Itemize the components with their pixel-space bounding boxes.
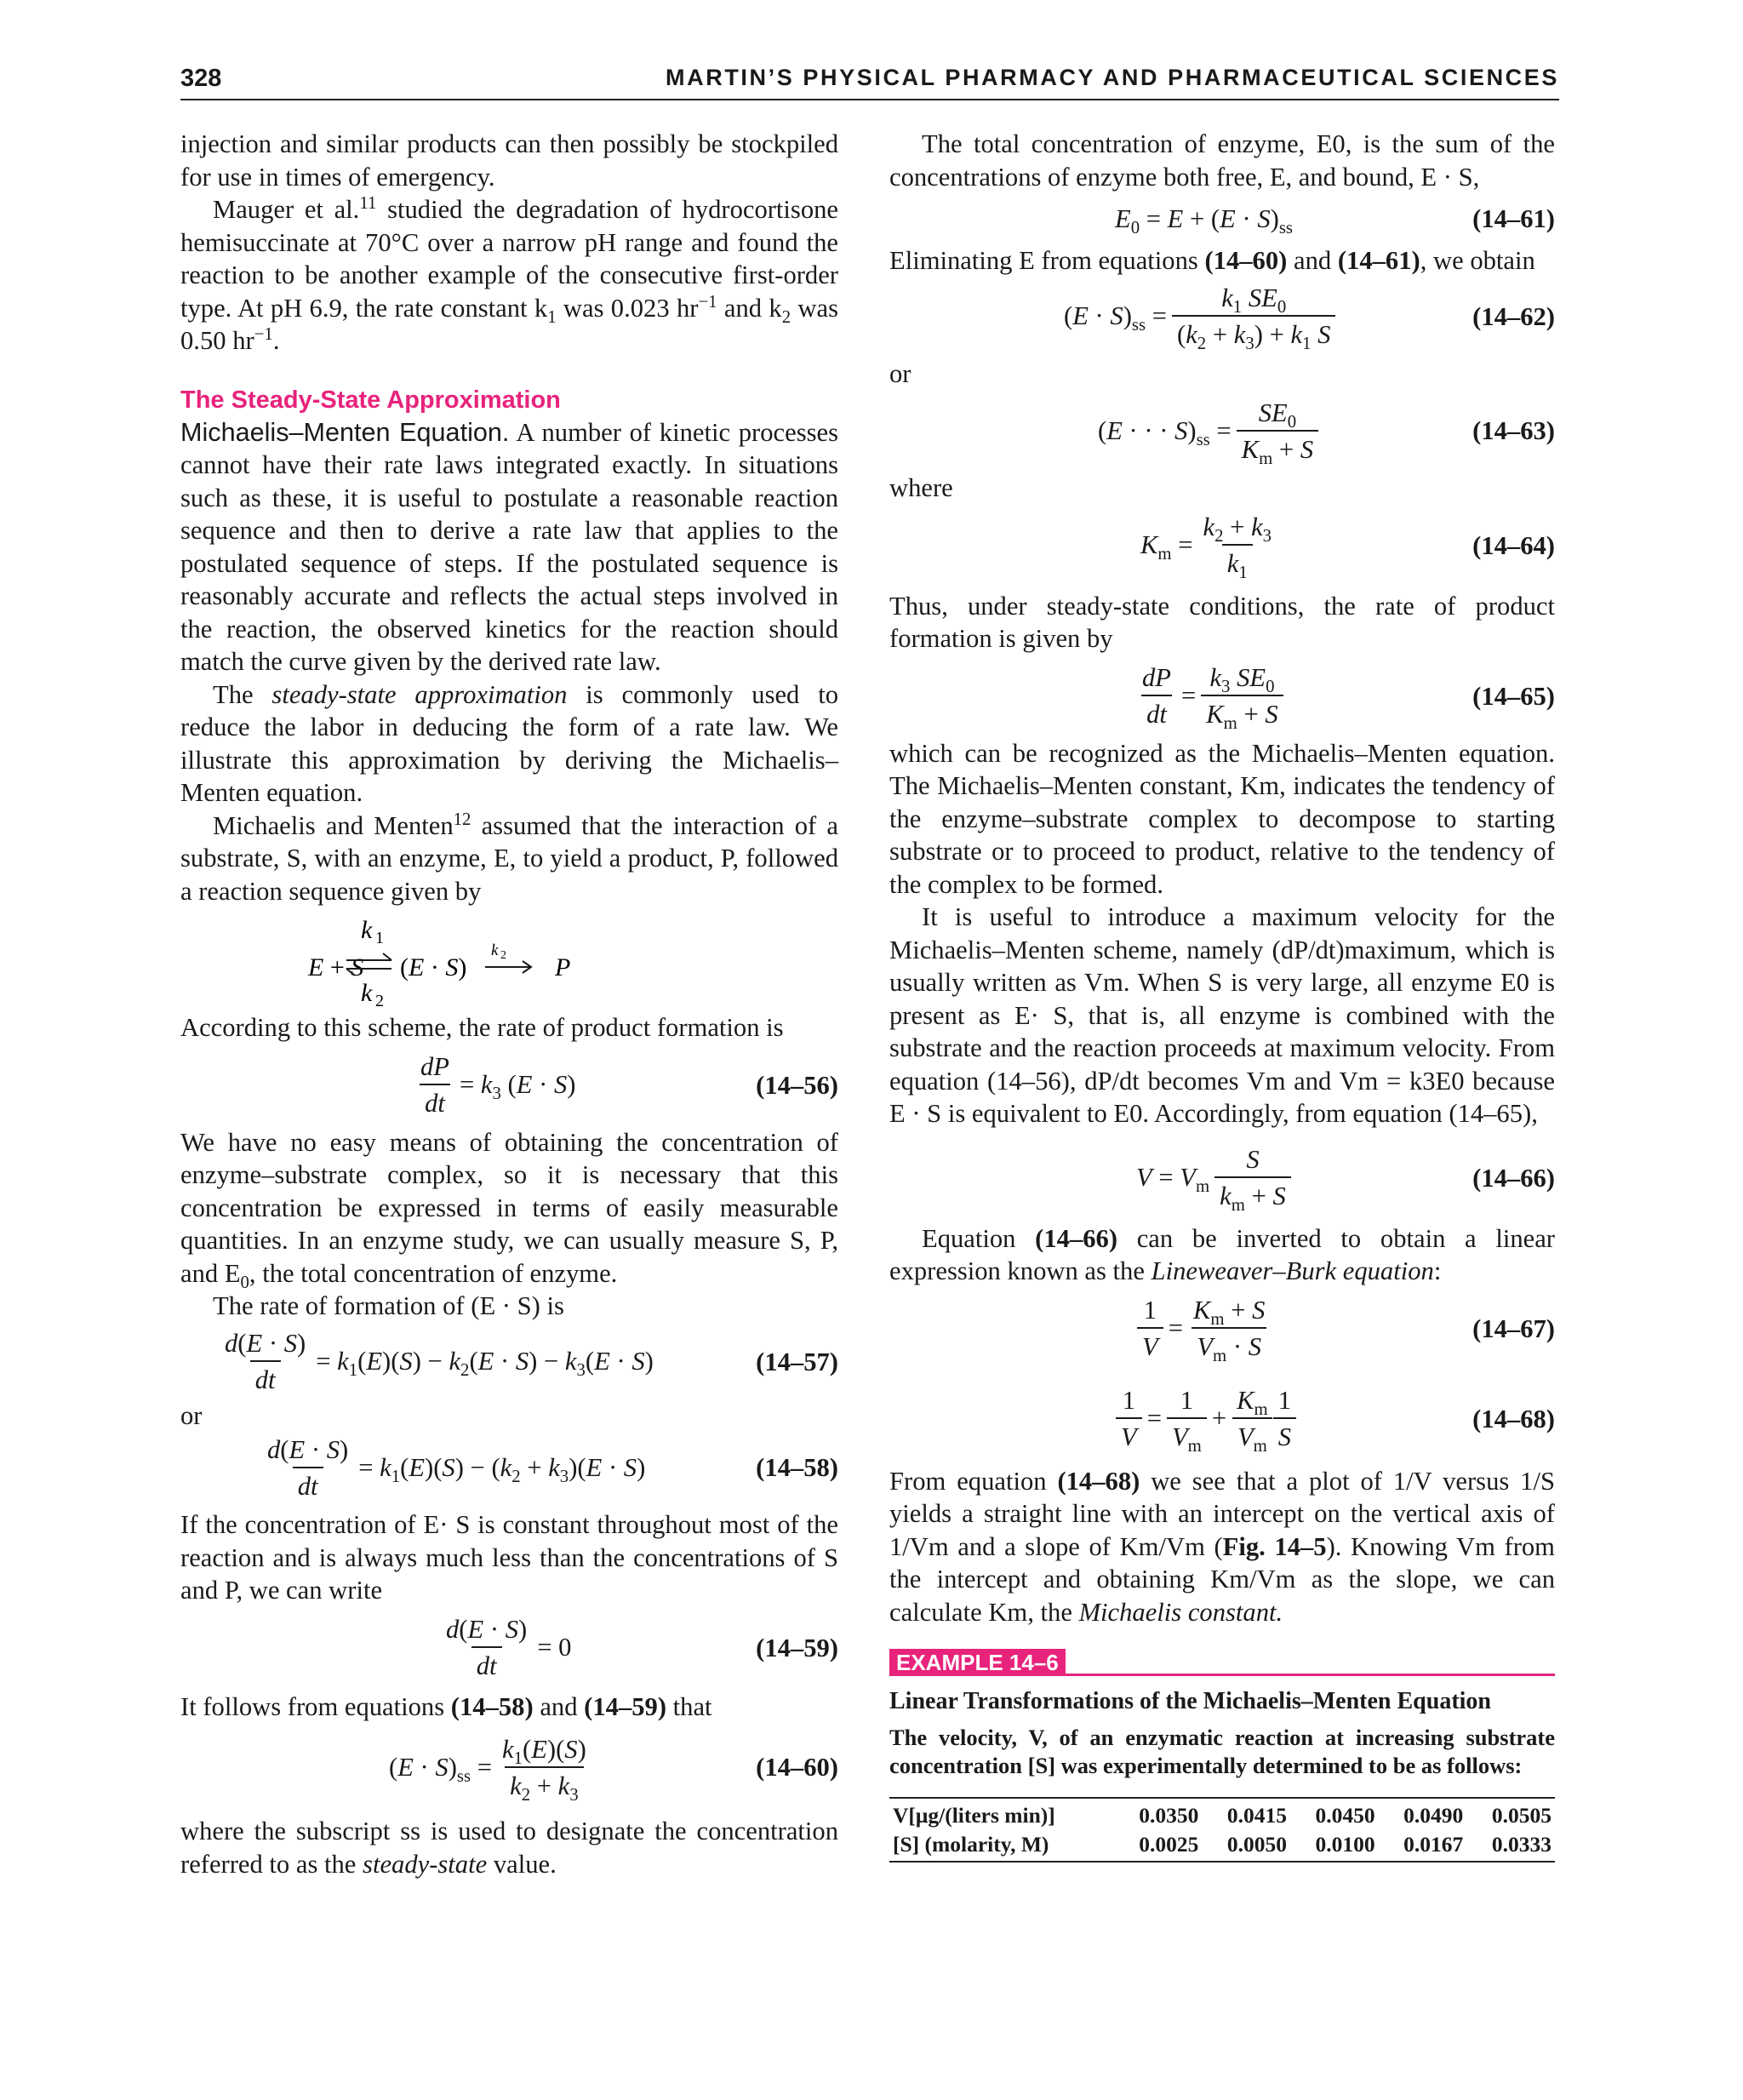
paragraph: injection and similar products can then possibly be stockpiled for use in times of emergency. [180, 129, 838, 192]
footnote-ref[interactable]: 12 [453, 809, 471, 829]
paragraph: where the subscript ss is used to designate the concentration referred to as the steady-state value. [180, 1817, 838, 1879]
or-text: or [889, 358, 912, 388]
equation-14-65: $\frac{dP}{dt}$ = $\frac{k_3 SE_0}{K_m + S}$ (14–65) [1142, 663, 1555, 734]
svg-text:1: 1 [375, 929, 384, 947]
paragraph: The rate of formation of (E · S) is [213, 1291, 564, 1320]
paragraph: We have no easy means of obtaining the concentration of enzyme–substrate complex, so it is necessary that this concentration be expressed in terms of easily measurable quantities. In an enzyme study, we can usually measure S, P, and $E_0$, the total concentration of enzyme. [180, 1127, 838, 1292]
equation-14-57: $\frac{d(E \cdot S)}{dt}$ = $k_1(E)(S) - k_2(E \cdot S) - k_3(E \cdot S)$ (14–57) [225, 1329, 838, 1394]
running-head: MARTIN’S PHYSICAL PHARMACY AND PHARMACEUTICAL SCIENCES [666, 65, 1559, 90]
paragraph: Michaelis–Menten Equation. A number of kinetic processes cannot have their rate laws integrated exactly. In situations such as these, it is useful to postulate a reasonable reaction sequence and then to derive a rate law that applies to the postulated sequence of steps. If the postulated sequence is reasonably accurate and reflects the actual steps involved in the reaction, the observed kinetics for the reaction should match the curve given by the derived rate law. [180, 417, 838, 676]
reaction-scheme [180, 911, 838, 1006]
table-cell: 0.0025 [1114, 1830, 1203, 1862]
subheading: Michaelis–Menten Equation. [180, 417, 510, 447]
equation-14-60: $(E \cdot S)_{ss}$ = $\frac{k_1(E)(S)}{k_2 + k_3}$ (14–60) [389, 1734, 838, 1805]
equation-ref[interactable]: (14–59) [584, 1691, 667, 1721]
equation-number: (14–64) [1472, 530, 1555, 560]
equation-14-62: $(E \cdot S)_{ss}$ = $\frac{k_1 SE_0}{(k_2 + k_3) + k_1 S}$ (14–62) [1064, 283, 1555, 354]
left-column [180, 128, 838, 1880]
svg-text:k: k [361, 916, 373, 944]
equation-number: (14–56) [756, 1070, 838, 1100]
equation-14-66: $V = V_m$ $\frac{S}{k_m + S}$ (14–66) [1136, 1145, 1555, 1216]
table-row [889, 1798, 1555, 1830]
section-heading: The Steady-State Approximation [180, 386, 561, 414]
page-header [180, 65, 1559, 100]
reaction-scheme-graphic [180, 911, 838, 1006]
equation-number: (14–68) [1472, 1404, 1555, 1433]
paragraph: The total concentration of enzyme, E0, is the sum of the concentrations of enzyme both free, E, and bound, E · S, [889, 129, 1555, 192]
paragraph: Michaelis and Menten$^{12}$ assumed that the interaction of a substrate, S, with an enzyme, E, to yield a product, P, followed a reaction sequence given by [180, 809, 838, 906]
table-cell: 0.0050 [1202, 1830, 1290, 1862]
equation-number: (14–67) [1472, 1313, 1555, 1343]
equation-number: (14–61) [1472, 203, 1555, 233]
example-title: Linear Transformations of the Michaelis–Menten Equation [889, 1688, 1491, 1714]
equation-14-56: $\frac{dP}{dt}$ = $k_3$ (E · S) (14–56) [420, 1052, 838, 1118]
equation-14-63: (E · · · $S)_{ss}$ = $\frac{SE_0}{K_m + S}$ (14–63) [1098, 398, 1555, 468]
or-text: or [180, 1400, 203, 1430]
footnote-ref[interactable]: 11 [359, 192, 377, 213]
equation-ref[interactable]: (14–58) [450, 1691, 534, 1721]
table-cell: 0.0333 [1466, 1830, 1555, 1862]
table-cell: 0.0167 [1379, 1830, 1467, 1862]
table-cell: 0.0350 [1114, 1798, 1203, 1830]
svg-text:2: 2 [500, 949, 506, 962]
term: Michaelis constant. [1078, 1597, 1283, 1627]
paragraph: It follows from equations (14–58) and (14–59) that [180, 1691, 712, 1721]
svg-text:k: k [491, 941, 499, 959]
page-number: 328 [180, 65, 222, 92]
paragraph: It is useful to introduce a maximum velocity for the Michaelis–Menten scheme, namely (dP/dt)maximum, which is usually written as Vm. When S is very large, all enzyme E0 is present as E· S, that is, all enzyme is combined with the substrate and the reaction proceeds at maximum velocity. From equation (14–56), dP/dt becomes Vm and Vm = k3E0 because E · S is equivalent to E0. Accordingly, from equation (14–65), [889, 902, 1555, 1128]
paragraph: The steady-state approximation is commonly used to reduce the labor in deducing the form of a rate law. We illustrate this approximation by deriving the Michaelis–Menten equation. [180, 679, 838, 807]
equation-14-67: $\frac{1}{V}$ = $\frac{K_m + S}{V_m \cdot S}$ (14–67) [889, 1288, 1555, 1370]
equation-ref[interactable]: (14–60) [1204, 246, 1288, 275]
equation-14-58: $\frac{d(E \cdot S)}{dt}$ = $k_1(E)(S) - (k_2 + k_3)(E \cdot S)$ (14–58) [267, 1434, 838, 1501]
equation-14-64: $K_m$ = $\frac{k_2 + k_3}{k_1}$ (14–64) [1140, 512, 1555, 583]
equation-ref[interactable]: (14–61) [1337, 246, 1420, 275]
term: steady-state approximation [271, 679, 568, 709]
table-cell: 0.0415 [1202, 1798, 1290, 1830]
equation-number: (14–65) [1472, 681, 1555, 711]
example-header [889, 1645, 1555, 1676]
table-row [889, 1830, 1555, 1862]
equation-number: (14–60) [756, 1752, 838, 1782]
figure-ref[interactable]: Fig. 14–5 [1222, 1531, 1327, 1561]
svg-text:P: P [555, 953, 571, 981]
paragraph: which can be recognized as the Michaelis–Menten equation. The Michaelis–Menten constant, Km, indicates the tendency of the enzyme–substrate complex to decompose to starting substrate or to proceed to product, relative to the tendency of the complex to be formed. [889, 738, 1555, 899]
example-label: EXAMPLE 14–6 [889, 1649, 1066, 1676]
where-text: where [889, 473, 953, 502]
row-label: V[μg/(liters min)] [889, 1798, 1114, 1830]
data-table [889, 1797, 1555, 1863]
table-cell: 0.0490 [1379, 1798, 1467, 1830]
svg-text:(E · S): (E · S) [400, 953, 467, 981]
paragraph: From equation (14–68) we see that a plot of 1/V versus 1/S yields a straight line with an intercept on the vertical axis of 1/Vm and a slope of Km/Vm (Fig. 14–5). Knowing Vm from the intercept and obtaining Km/Vm as the slope, we can calculate Km, the Michaelis constant. [889, 1466, 1555, 1627]
equation-number: (14–57) [756, 1347, 838, 1376]
paragraph: According to this scheme, the rate of product formation is [180, 1013, 784, 1042]
svg-text:k: k [361, 979, 373, 1006]
table-cell: 0.0450 [1290, 1798, 1379, 1830]
svg-text:E + S: E + S [308, 953, 364, 981]
right-column [889, 128, 1555, 1863]
equation-number: (14–66) [1472, 1163, 1555, 1193]
equation-number: (14–58) [756, 1452, 838, 1482]
svg-text:2: 2 [375, 992, 384, 1006]
row-label: [S] (molarity, M) [889, 1830, 1114, 1862]
equation-ref[interactable]: (14–68) [1057, 1466, 1140, 1496]
paragraph: If the concentration of E· S is constant throughout most of the reaction and is always much less than the concentrations of S and P, we can write [180, 1510, 838, 1605]
equation-ref[interactable]: (14–66) [1035, 1223, 1118, 1253]
term: Lineweaver–Burk equation [1151, 1256, 1434, 1285]
table-cell: 0.0100 [1290, 1830, 1379, 1862]
equation-14-59: $\frac{d(E \cdot S)}{dt}$ = 0 (14–59) [446, 1615, 838, 1680]
equation-number: (14–62) [1472, 301, 1555, 331]
paragraph: Equation (14–66) can be inverted to obtain a linear expression known as the Lineweaver–Burk equation: [889, 1223, 1555, 1285]
paragraph: Mauger et al.$^{11}$ studied the degradation of hydrocortisone hemisuccinate at 70°C over a narrow pH range and found the reaction to be another example of the consecutive first-order type. At pH 6.9, the rate constant $k_1$ was 0.023 $hr^{-1}$ and $k_2$ was 0.50 $hr^{-1}$. [180, 192, 839, 355]
equation-number: (14–59) [756, 1633, 838, 1662]
paragraph: Thus, under steady-state conditions, the rate of product formation is given by [889, 591, 1555, 653]
equation-14-61: $E_0 = E + (E \cdot S)_{ss}$ (14–61) [1115, 203, 1555, 237]
equation-number: (14–63) [1472, 415, 1555, 445]
table-cell: 0.0505 [1466, 1798, 1555, 1830]
example-text: The velocity, V, of an enzymatic reaction at increasing substrate concentration [S] was experimentally determined to be as follows: [889, 1725, 1555, 1778]
term: steady-state [363, 1849, 488, 1879]
paragraph: Eliminating E from equations (14–60) and (14–61), we obtain [889, 246, 1535, 275]
equation-14-68: $\frac{1}{V}$ = $\frac{1}{V_m}$ + $\frac{K_m}{V_m}$ $\frac{1}{S}$ (14–68) [889, 1376, 1555, 1462]
